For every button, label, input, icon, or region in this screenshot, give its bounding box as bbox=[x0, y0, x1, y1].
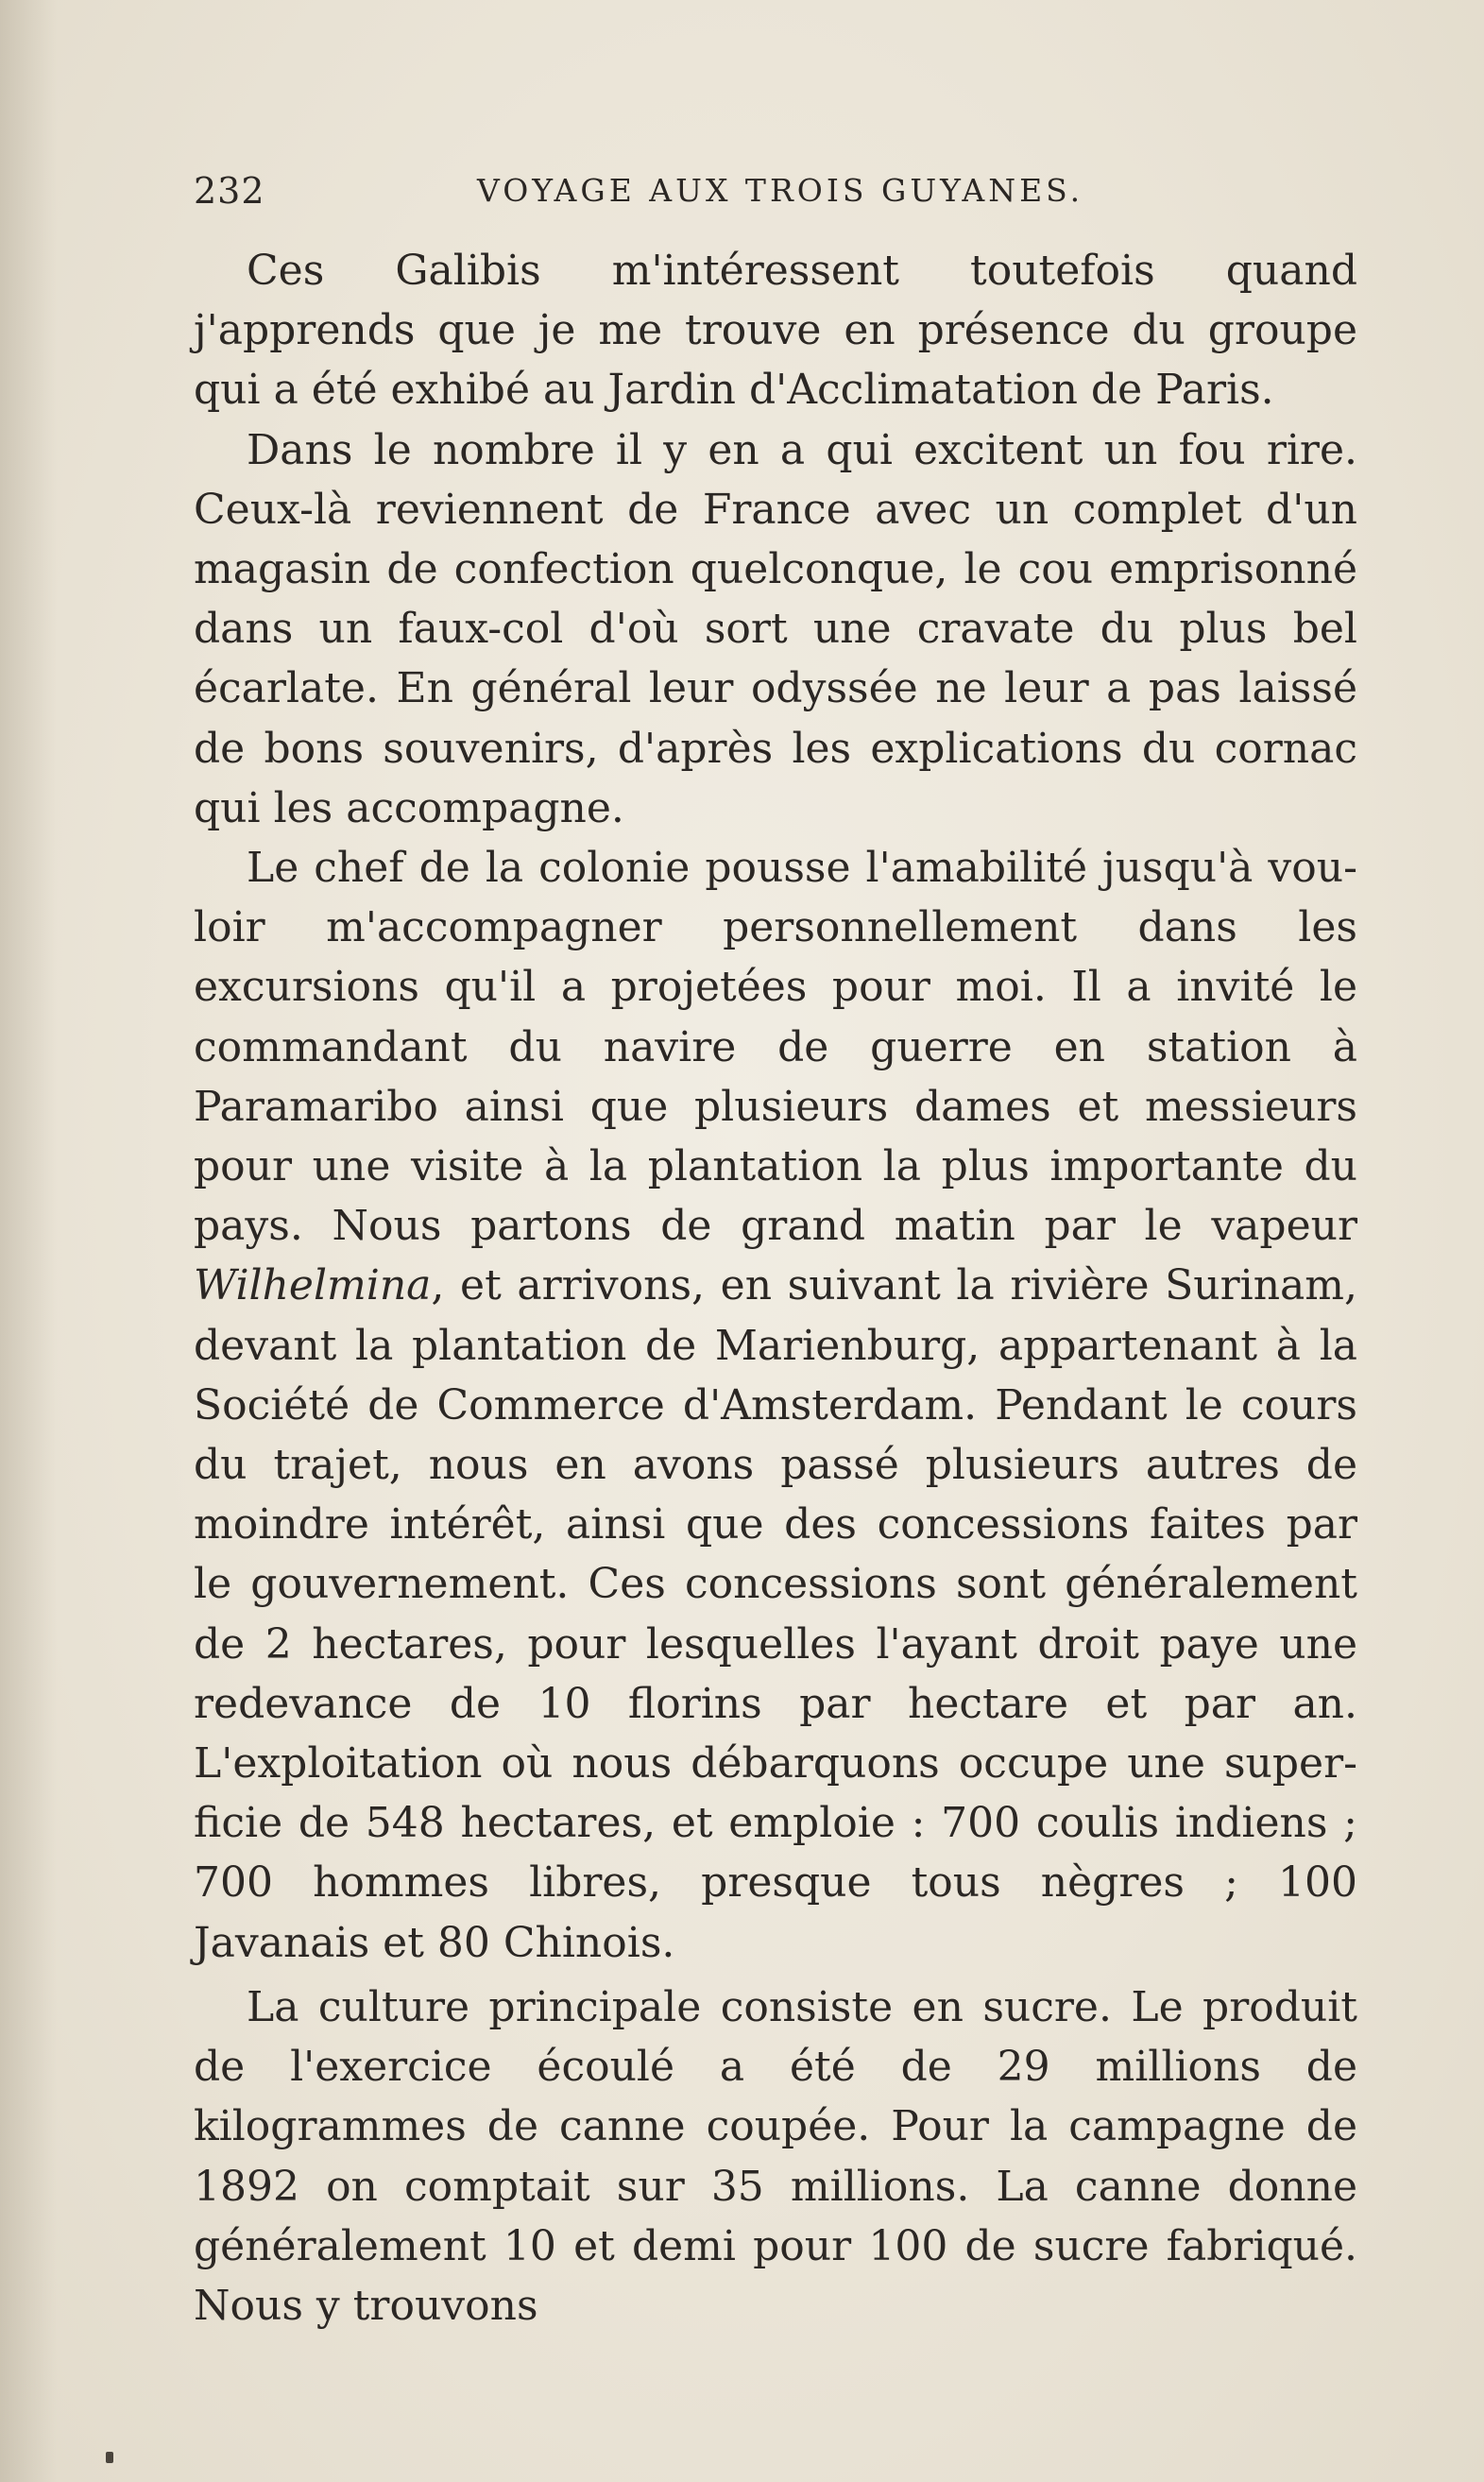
paragraph-culture bbox=[194, 1977, 1357, 2336]
paragraph-text: Ces Galibis m'intéressent toutefois quand j'apprends que je me trouve en présence du groupe qui a été exhibé au Jardin d'Acclimatation de Paris. bbox=[194, 247, 1357, 415]
paragraph-text: Le chef de la colonie pousse l'amabilité jusqu'à vouloir m'accompagner personnellement dans les excursions qu'il a projetées pour moi. Il a invité le commandant du navire de guerre en station à Paramaribo ainsi que plusieurs dames et messieurs pour une visite à la plantation la plus importante du pays. Nous partons de grand matin par le vapeur bbox=[194, 844, 1357, 1251]
paragraph-fou-rire bbox=[194, 420, 1357, 838]
page-header bbox=[194, 170, 1357, 227]
page-number: 232 bbox=[194, 170, 265, 212]
running-title: VOYAGE AUX TROIS GUYANES. bbox=[477, 172, 1084, 209]
paragraph-text: Dans le nombre il y en a qui excitent un fou rire. Ceux-là reviennent de France avec un complet d'un magasin de confection quelconque, le cou emprisonné dans un faux-col d'où sort une cravate du plus bel écarlate. En général leur odyssée ne leur a pas laissé de bons souvenirs, d'après les explications du cornac qui les accompagne. bbox=[194, 425, 1357, 832]
paragraph-excursion bbox=[194, 838, 1357, 1973]
spine-shadow bbox=[0, 0, 57, 2482]
ink-mark bbox=[106, 2452, 113, 2463]
paragraph-text: La culture principale consiste en sucre. Le produit de l'exercice écoulé a été de 29 millions de kilogrammes de canne coupée. Pour la campagne de 1892 on comptait sur 35 millions. La canne donne généralement 10 et demi pour 100 de sucre fabriqué. Nous y trouvons bbox=[194, 1982, 1357, 2330]
body-text bbox=[194, 241, 1357, 2336]
paragraph-galibis bbox=[194, 241, 1357, 420]
paragraph-text: , et arrivons, en suivant la rivière Surinam, devant la plantation de Marienburg, appartenant à la Société de Commerce d'Amsterdam. Pendant le cours du trajet, nous en avons passé plusieurs autres de moindre intérêt, ainsi que des concessions faites par le gouvernement. Ces concessions sont généralement de 2 hectares, pour lesquelles l'ayant droit paye une redevance de 10 florins par hectare et par an. L'exploitation où nous débarquons occupe une superficie de 548 hectares, et emploie : 700 coulis indiens ; 700 hommes libres, presque tous nègres ; 100 Javanais et 80 Chinois. bbox=[194, 1261, 1357, 1967]
ship-name: Wilhelmina bbox=[194, 1261, 432, 1310]
